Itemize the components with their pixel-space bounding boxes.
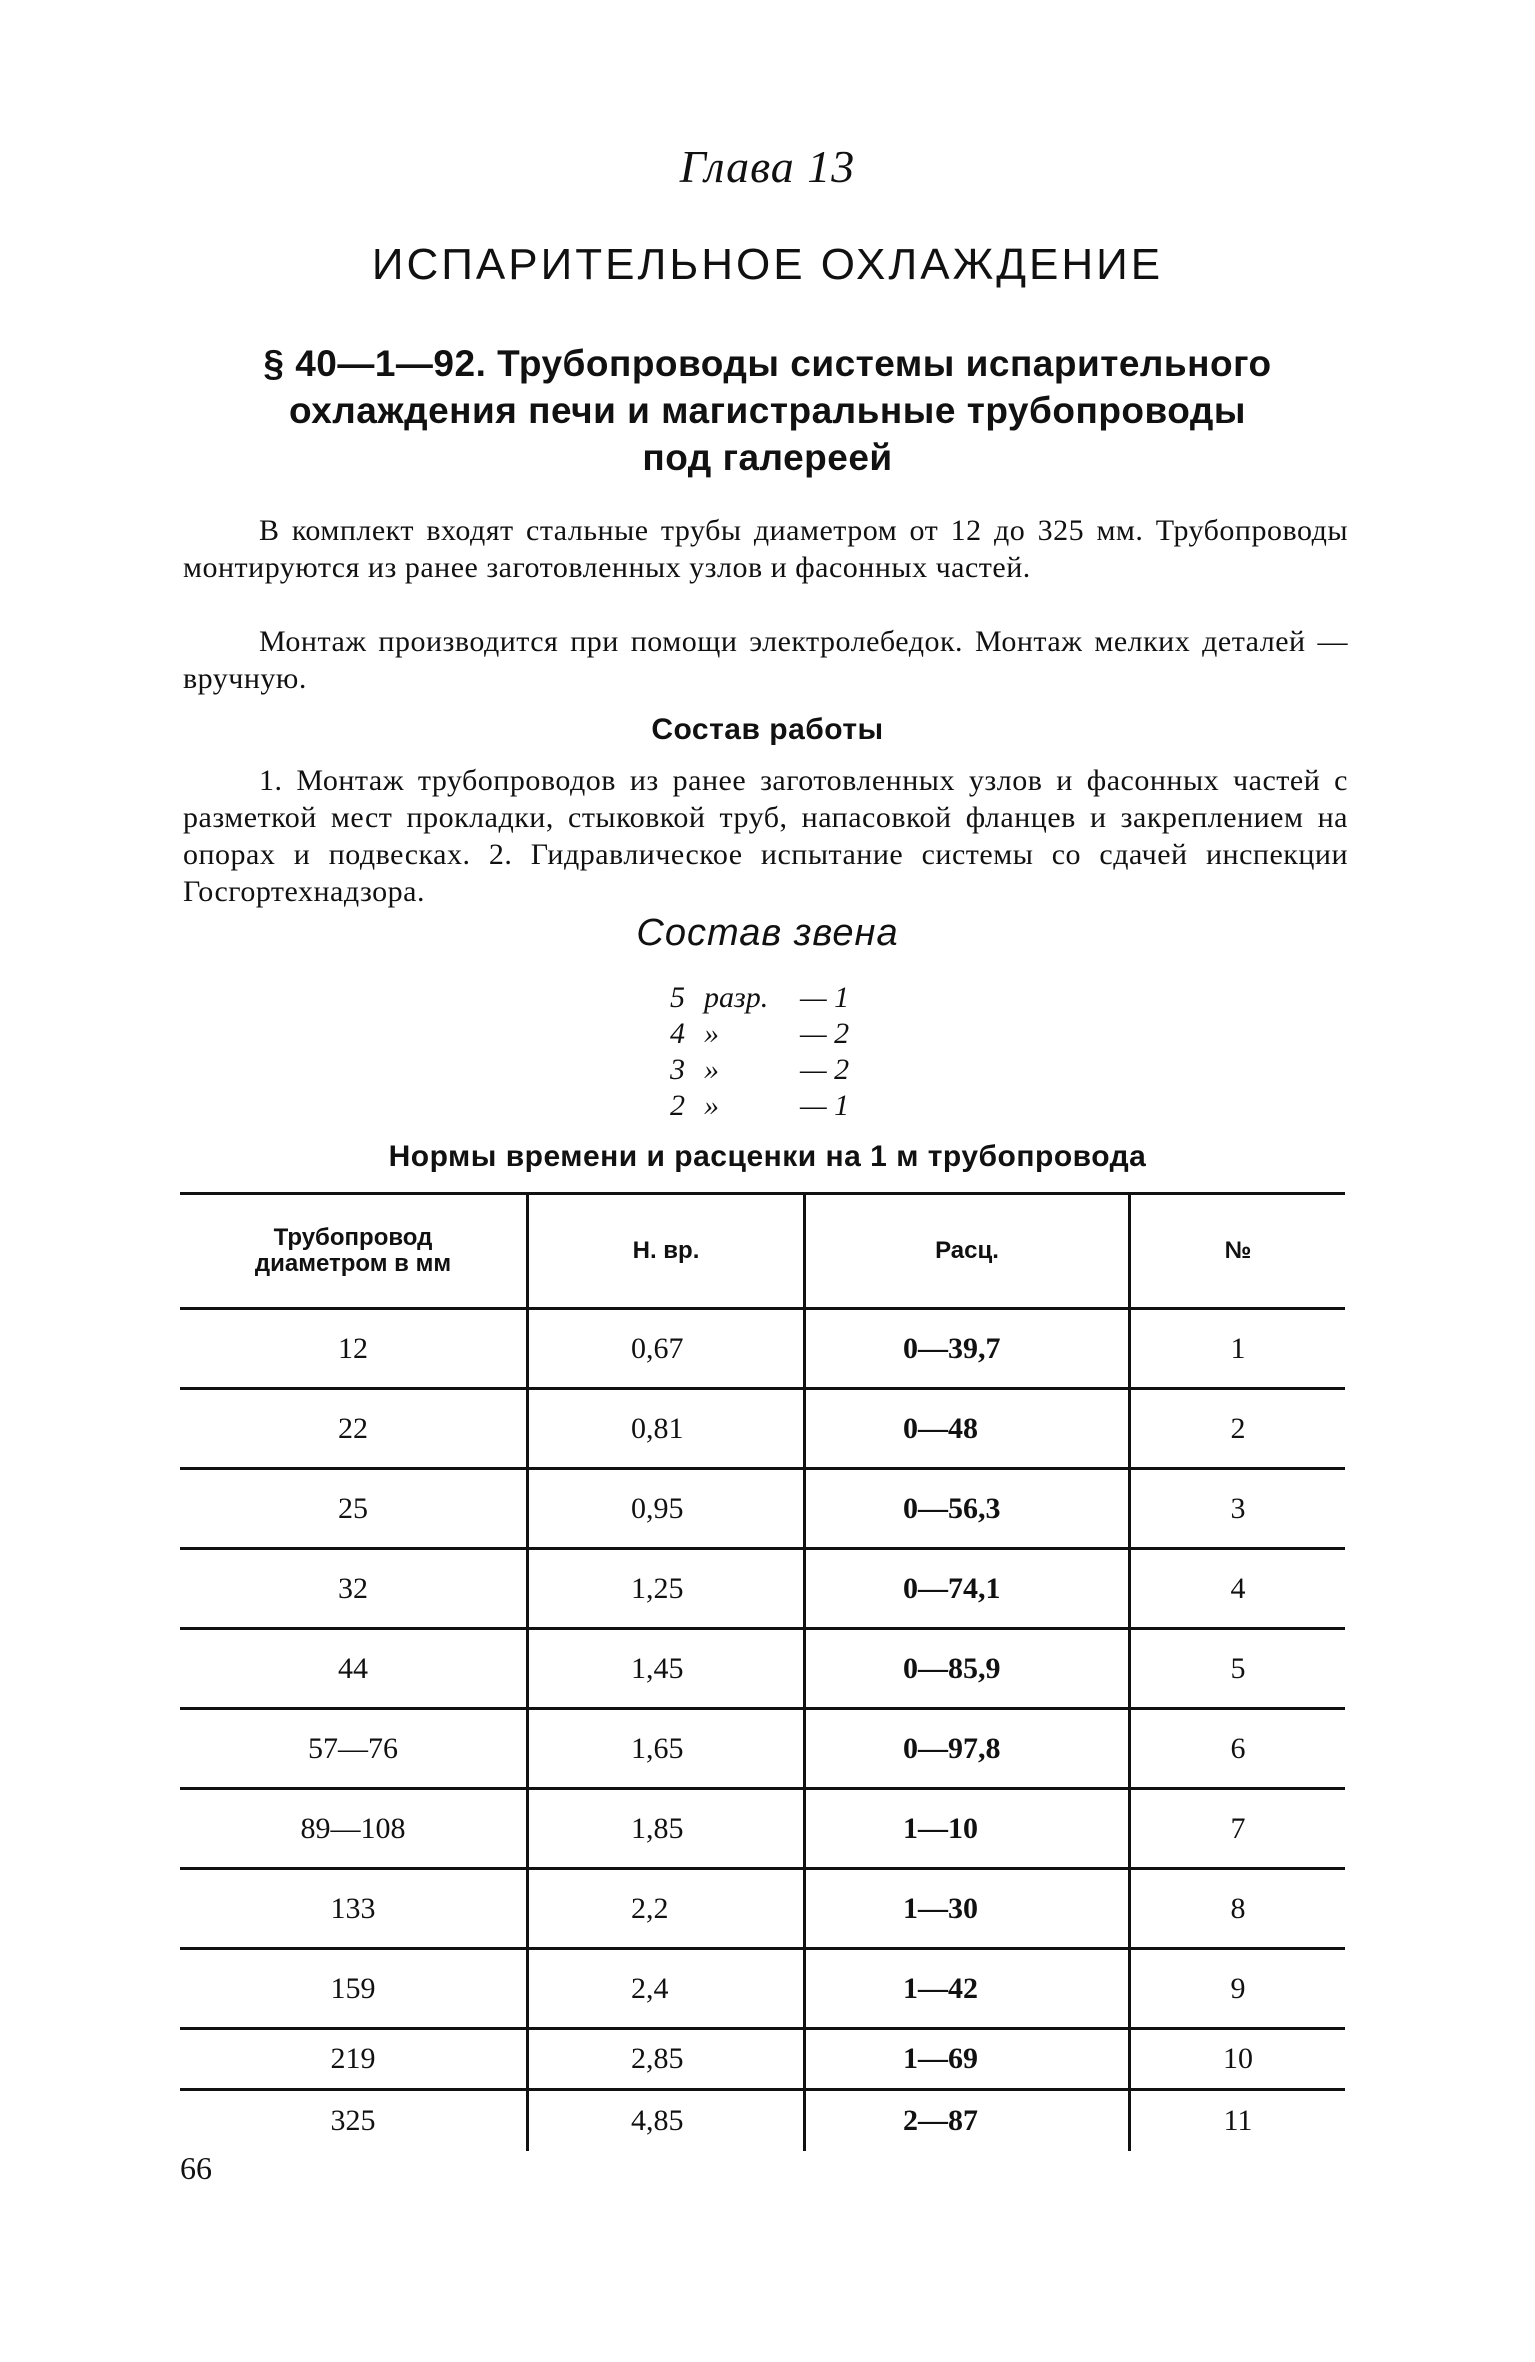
crew-unit: »: [704, 1017, 719, 1050]
table-row: [180, 1790, 1345, 1870]
cell-rate: 0—39,7: [803, 1310, 1128, 1387]
section-heading: [200, 340, 1335, 481]
crew-unit: »: [704, 1089, 719, 1122]
page-number: 66: [180, 2150, 212, 2186]
crew-heading: Состав звена: [636, 912, 899, 954]
cell-diameter: 89—108: [300, 1811, 406, 1845]
table-row: [180, 1950, 1345, 2030]
norms-table: [180, 1192, 1345, 2151]
cell-number: 4: [1128, 1550, 1345, 1627]
work-heading: Состав работы: [651, 713, 884, 746]
table-row: [180, 1310, 1345, 1390]
cell-time: 2,2: [526, 1870, 803, 1947]
cell-diameter: 219: [330, 2042, 376, 2075]
header-time: Н. вр.: [526, 1195, 803, 1307]
cell-diameter: 25: [338, 1491, 368, 1525]
cell-time: 1,45: [526, 1630, 803, 1707]
cell-diameter: 57—76: [308, 1731, 398, 1765]
intro-paragraph-2: Монтаж производится при помощи электролебедок. Монтаж мелких деталей — вручную.: [183, 625, 1348, 695]
cell-time: 1,85: [526, 1790, 803, 1867]
crew-count: — 2: [800, 1053, 850, 1086]
table-body: [180, 1310, 1345, 2151]
section-heading-line-3: под галереей: [642, 437, 893, 478]
cell-diameter: 22: [338, 1411, 368, 1445]
crew-grade: 4: [670, 1017, 685, 1050]
crew-unit: »: [704, 1053, 719, 1086]
crew-grade: 3: [670, 1053, 685, 1086]
crew-count: — 1: [800, 1089, 850, 1122]
table-row: [180, 1870, 1345, 1950]
cell-diameter: 12: [338, 1331, 368, 1365]
section-heading-line-2: охлаждения печи и магистральные трубопроводы: [289, 390, 1246, 431]
cell-diameter: 133: [330, 1891, 376, 1925]
cell-rate: 0—48: [803, 1390, 1128, 1467]
table-caption: Нормы времени и расценки на 1 м трубопровода: [388, 1140, 1147, 1173]
cell-time: 2,85: [526, 2030, 803, 2088]
crew-count: — 1: [800, 981, 850, 1014]
header-diameter-line-1: Трубопровод: [273, 1224, 433, 1251]
crew-unit: разр.: [704, 981, 769, 1014]
cell-rate: 0—85,9: [803, 1630, 1128, 1707]
cell-time: 0,95: [526, 1470, 803, 1547]
cell-time: 1,25: [526, 1550, 803, 1627]
cell-time: 4,85: [526, 2091, 803, 2151]
section-heading-line-1: § 40—1—92. Трубопроводы системы испарительного: [263, 343, 1272, 384]
header-diameter: [180, 1195, 526, 1307]
crew-row: [670, 1088, 890, 1124]
chapter-title: ИСПАРИТЕЛЬНОЕ ОХЛАЖДЕНИЕ: [371, 240, 1164, 289]
cell-number: 9: [1128, 1950, 1345, 2027]
chapter-label: Глава 13: [679, 141, 856, 192]
cell-time: 2,4: [526, 1950, 803, 2027]
header-diameter-line-2: диаметром в мм: [254, 1250, 452, 1277]
cell-diameter: 44: [338, 1651, 368, 1685]
cell-rate: 1—69: [803, 2030, 1128, 2088]
table-row: [180, 1710, 1345, 1790]
table-row: [180, 1550, 1345, 1630]
table-header-row: [180, 1192, 1345, 1310]
table-row: [180, 1630, 1345, 1710]
cell-rate: 2—87: [803, 2091, 1128, 2151]
cell-number: 5: [1128, 1630, 1345, 1707]
cell-number: 8: [1128, 1870, 1345, 1947]
crew-count: — 2: [800, 1017, 850, 1050]
cell-rate: 1—30: [803, 1870, 1128, 1947]
crew-grade: 2: [670, 1089, 685, 1122]
cell-diameter: 32: [338, 1571, 368, 1605]
cell-rate: 1—10: [803, 1790, 1128, 1867]
crew-row: [670, 1052, 890, 1088]
cell-rate: 0—56,3: [803, 1470, 1128, 1547]
cell-number: 11: [1128, 2091, 1345, 2151]
table-row: [180, 1390, 1345, 1470]
work-description: 1. Монтаж трубопроводов из ранее заготовленных узлов и фасонных частей с разметкой мест прокладки, стыковкой труб, напасовкой фланцев и закреплением на опорах и подвесках. 2. Гидравлическое испытание системы со сдачей инспекции Госгортехнадзора.: [183, 764, 1348, 908]
crew-row: [670, 980, 890, 1016]
cell-rate: 0—97,8: [803, 1710, 1128, 1787]
cell-time: 0,67: [526, 1310, 803, 1387]
cell-time: 1,65: [526, 1710, 803, 1787]
cell-diameter: 159: [330, 1971, 376, 2005]
crew-grade: 5: [670, 981, 685, 1014]
cell-number: 7: [1128, 1790, 1345, 1867]
header-number: №: [1128, 1195, 1345, 1307]
table-row: [180, 2030, 1345, 2091]
table-row: [180, 1470, 1345, 1550]
cell-number: 1: [1128, 1310, 1345, 1387]
crew-row: [670, 1016, 890, 1052]
crew-list: [670, 980, 890, 1124]
cell-number: 10: [1128, 2030, 1345, 2088]
table-row: [180, 2091, 1345, 2151]
header-rate: Расц.: [803, 1195, 1128, 1307]
cell-diameter: 325: [330, 2104, 376, 2137]
cell-time: 0,81: [526, 1390, 803, 1467]
cell-number: 2: [1128, 1390, 1345, 1467]
intro-paragraph-1: В комплект входят стальные трубы диаметром от 12 до 325 мм. Трубопроводы монтируются из ранее заготовленных узлов и фасонных частей.: [183, 514, 1348, 584]
cell-rate: 1—42: [803, 1950, 1128, 2027]
cell-number: 6: [1128, 1710, 1345, 1787]
cell-number: 3: [1128, 1470, 1345, 1547]
cell-rate: 0—74,1: [803, 1550, 1128, 1627]
